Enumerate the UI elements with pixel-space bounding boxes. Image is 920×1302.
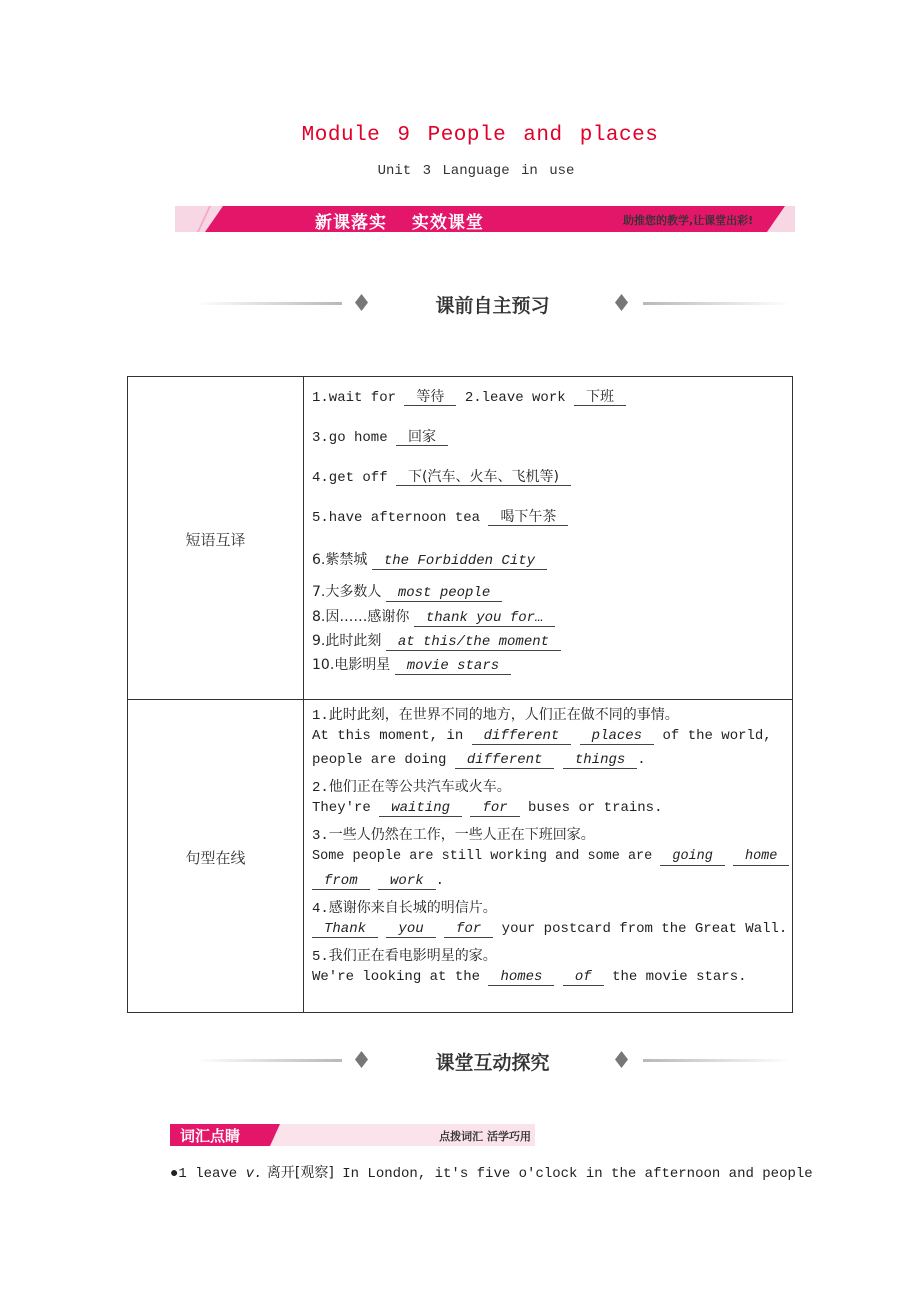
answer-blank: 下班 (574, 389, 626, 406)
answer-blank: home (733, 849, 789, 866)
phrase-item: 9.此时此刻 at this/the moment (312, 630, 561, 651)
answer-blank: at this/the moment (386, 634, 561, 651)
sentence-en: Some people are still working and some are going home (312, 849, 789, 866)
answer-blank: of (563, 969, 604, 986)
answer-blank: the Forbidden City (372, 553, 547, 570)
sentence-cn: 4.感谢你来自长城的明信片。 (312, 901, 497, 917)
phrase-item: 10.电影明星 movie stars (312, 654, 511, 675)
answer-blank: places (580, 728, 654, 745)
banner-slogan: 助推您的教学,让课堂出彩! (623, 214, 754, 227)
sentence-cn: 3.一些人仍然在工作，一些人正在下班回家。 (312, 828, 595, 844)
answer-blank: going (660, 849, 725, 866)
vocab-header (170, 1124, 535, 1146)
answer-blank: 下(汽车、火车、飞机等) (396, 469, 571, 486)
answer-blank: 等待 (404, 389, 456, 406)
sentence-en: We're looking at the homes of the movie stars. (312, 969, 747, 985)
sentence-en: from work . (312, 873, 444, 890)
answer-blank: 回家 (396, 429, 448, 446)
section-title: 课堂互动探究 (435, 1052, 550, 1074)
answer-blank: waiting (379, 800, 462, 817)
phrase-item: 8.因……感谢你 thank you for… (312, 606, 555, 627)
section-header-interactive (195, 1048, 790, 1072)
answer-blank: Thank (312, 921, 378, 938)
answer-blank: for (444, 921, 493, 938)
answer-blank: most people (386, 585, 502, 602)
sentence-en: They're waiting for buses or trains. (312, 800, 663, 816)
vocab-tag: 词汇点睛 (180, 1127, 241, 1145)
answer-blank: different (455, 752, 555, 769)
answer-blank: work (378, 873, 436, 890)
page-subtitle: Unit 3 Language in use (377, 163, 575, 179)
page-title: Module 9 People and places (301, 124, 659, 147)
row-label-phrases: 短语互译 (185, 531, 246, 549)
answer-blank: homes (488, 969, 554, 986)
lesson-banner (175, 206, 795, 232)
phrase-item: 5.have afternoon tea 喝下午茶 (312, 509, 568, 526)
phrase-item: 6.紫禁城 the Forbidden City (312, 549, 547, 570)
vocab-slogan: 点拨词汇 活学巧用 (439, 1130, 531, 1143)
row-label-sentences: 句型在线 (185, 849, 246, 867)
exercise-table (127, 376, 793, 1013)
sentence-en: people are doing different things . (312, 752, 646, 768)
phrase-item: 1.wait for 等待 2.leave work 下班 (312, 389, 626, 406)
answer-blank: thank you for… (414, 610, 556, 627)
banner-title: 新课落实 实效课堂 (315, 213, 484, 233)
sentence-en: At this moment, in different places of the world, (312, 728, 772, 744)
section-header-preview (195, 291, 790, 315)
phrase-item: 7.大多数人 most people (312, 581, 502, 602)
sentence-cn: 2.他们正在等公共汽车或火车。 (312, 780, 511, 796)
answer-blank: from (312, 873, 370, 890)
section-title: 课前自主预习 (435, 295, 550, 317)
sentence-cn: 1.此时此刻，在世界不同的地方，人们正在做不同的事情。 (312, 708, 679, 724)
answer-blank: for (470, 800, 519, 817)
phrase-item: 4.get off 下(汽车、火车、飞机等) (312, 469, 571, 486)
answer-blank: 喝下午茶 (488, 509, 568, 526)
sentence-cn: 5.我们正在看电影明星的家。 (312, 949, 497, 965)
answer-blank: movie stars (395, 658, 511, 675)
vocab-entry: ●1 leave v. 离开[观察] In London, it's five o'clock in the afternoon and people (170, 1165, 813, 1182)
sentence-en: Thank you for your postcard from the Great Wall. (312, 921, 787, 938)
phrase-item: 3.go home 回家 (312, 429, 448, 446)
answer-blank: different (472, 728, 572, 745)
answer-blank: things (563, 752, 637, 769)
answer-blank: you (386, 921, 435, 938)
